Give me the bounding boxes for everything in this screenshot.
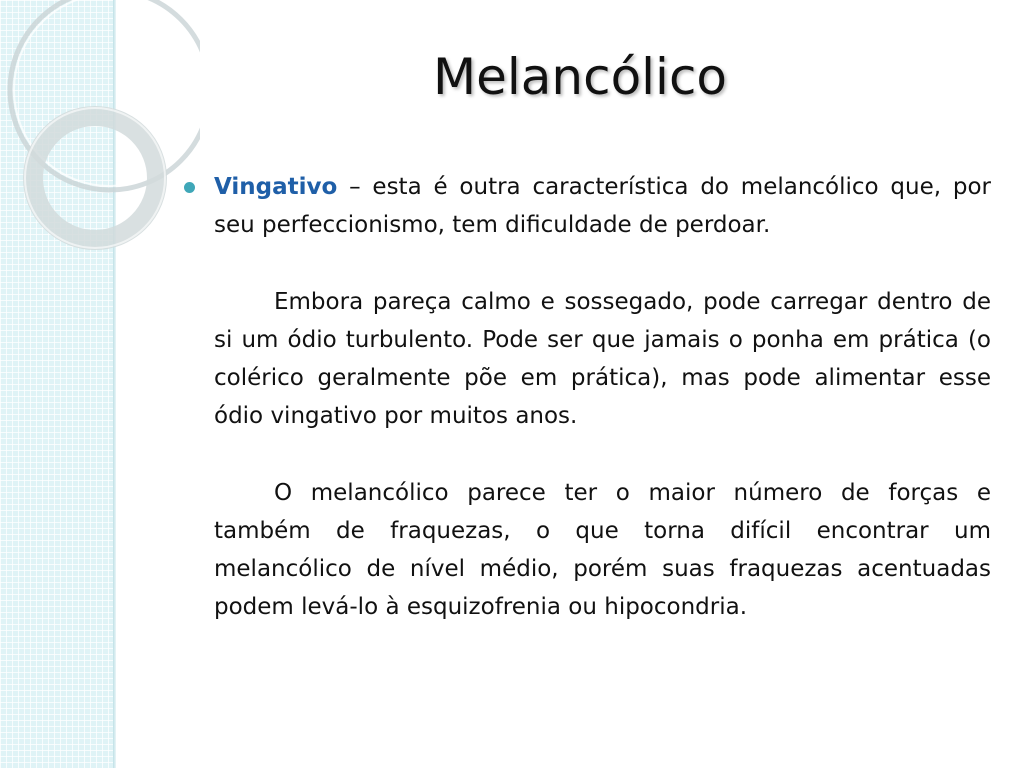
small-ring-highlight <box>25 108 165 248</box>
bullet-item <box>214 168 991 244</box>
paragraph-2: O melancólico parece ter o maior número de forças e também de fraquezas, o que torna difícil encontrar um melancólico de nível médio, porém suas fraquezas acentuadas podem levá-lo à esquizofrenia ou hipocondria. <box>214 480 991 620</box>
slide-title: Melancólico <box>432 48 728 106</box>
decorative-rings <box>0 0 200 260</box>
small-ring <box>33 116 157 240</box>
paragraph-1: Embora pareça calmo e sossegado, pode carregar dentro de si um ódio turbulento. Pode ser que jamais o ponha em prática (o colérico geralmente põe em prática), mas pode alimentar esse ódio vingativo por muitos anos. <box>214 289 991 429</box>
bullet-dot-icon <box>184 182 195 193</box>
bullet-term: Vingativo <box>214 174 338 200</box>
bullet-text: – esta é outra característica do melancólico que, por seu perfeccionismo, tem dificuldade de perdoar. <box>214 174 991 238</box>
slide-content <box>214 168 991 626</box>
